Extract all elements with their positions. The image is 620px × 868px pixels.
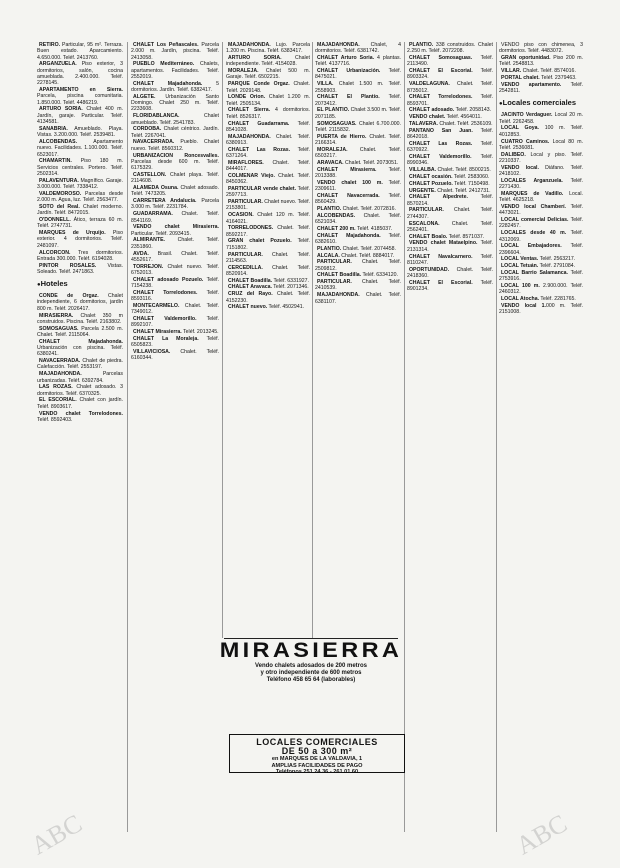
classified-ad: PARTICULAR. Chalet nuevo. Teléf. 2153801. <box>226 199 310 212</box>
classified-ad: CHALET Mirasierra. Teléf. 2013388. <box>315 166 401 179</box>
classified-ad: MONTECARMELO. Chalet. Teléf. 7349012. <box>131 302 219 316</box>
classified-ad: O'DONNELL. Ático, terraza 60 m. Teléf. 2747731. <box>37 217 123 230</box>
classified-ad: LOCAL Embajadores. Teléf. 2396604. <box>499 243 583 256</box>
classified-ad: CHALET Guadarrama. Teléf. 8541028. <box>226 120 310 133</box>
classified-ad: URBANIZACION Roncesvalles. Parcelas desde 600 m. Teléf. 6175329. <box>131 152 219 172</box>
classified-column-2 <box>131 42 219 832</box>
classified-ad: LOCAL Barrio Salamanca. Teléf. 2753916. <box>499 270 583 283</box>
classified-ad: CHALET nuevo. Teléf. 4502941. <box>228 304 305 311</box>
classified-ad: TORRELODONES. Chalet. Teléf. 8592217. <box>226 225 310 238</box>
column-divider <box>127 42 128 832</box>
classified-ad: ARAVACA. Chalet. Teléf. 2073051. <box>317 159 399 166</box>
classified-ad: CHALET Pozuelo. Teléf. 7150498. <box>409 180 490 187</box>
column-divider <box>496 42 497 832</box>
classified-ad: CHALET Majadahonda. Teléf. 6382610. <box>315 232 401 245</box>
classified-ad: PARTICULAR vende chalet. Teléf. 2597713. <box>226 186 310 199</box>
section-heading: ● Locales comerciales <box>499 98 583 109</box>
classified-ad: ALCOBENDAS. Chalet. Teléf. 6521034. <box>315 212 401 226</box>
classified-ad: CHALET Navacerrada. Teléf. 8560429. <box>315 192 401 206</box>
classified-ad: LOCAL Atocha. Teléf. 2281765. <box>501 296 576 303</box>
classified-ad: GUADARRAMA. Chalet. Teléf. 8541169. <box>131 211 219 224</box>
classified-ad: CHALET Somosaguas. Teléf. 2113490. <box>407 55 493 68</box>
classified-ad: LAS ROZAS. Chalet adosado. 3 dormitorios. Teléf. 6370325. <box>37 384 123 397</box>
classified-column-3 <box>226 42 310 632</box>
classified-ad: PUEBLO Mediterráneo. Chalets, apartamentos. Facilidades. Teléf. 2552019. <box>131 61 219 80</box>
classified-ad: VENDO chalet Mirasierra. Particular. Teléf. 2093415. <box>131 224 219 237</box>
classified-ad: FLORIDABLANCA. Chalet amueblado. Teléf. 2541783. <box>131 113 219 126</box>
advert-line: Vendo chalets adosados de 200 metros <box>254 663 368 669</box>
classified-ad: PARTICULAR. Chalet. Teléf. 2509812. <box>315 259 401 272</box>
classified-ad: PARQUE Conde Orgaz. Chalet. Teléf. 2029148. <box>226 81 310 94</box>
locales-advert-box <box>229 734 405 773</box>
classified-ad: APARTAMENTO en Sierra. Parcela, piscina comunitaria. 1.850.000. Teléf. 4486219. <box>37 87 123 106</box>
classified-ad: CHALET Majadahonda. 5 dormitorios. Jardín. Teléf. 6382417. <box>131 80 219 94</box>
classified-ad: VENDO apartamento. Teléf. 2542811. <box>499 81 583 95</box>
classified-ad: PORTAL chalet. Teléf. 2379463. <box>501 74 577 81</box>
classified-ad: MAJADAHONDA. Chalet, 4 dormitorios. Teléf. 6381742. <box>315 42 401 55</box>
classified-ad: CHALET adosado Pozuelo. Teléf. 7154238. <box>131 276 219 289</box>
classified-ad: CHALET Torrelodones. Teléf. 8593701. <box>407 94 493 107</box>
classified-ad: LOCAL Tetuán. Teléf. 2791084. <box>501 263 576 270</box>
classified-ad: ALCORCON. Tres dormitorios. Entrada 300.000. Teléf. 6194028. <box>37 249 123 262</box>
advert-title: LOCALES COMERCIALES <box>256 737 378 747</box>
abc-watermark: ABC <box>26 808 87 861</box>
classified-ad: OCASION. Chalet 120 m. Teléf. 4164021. <box>226 212 310 225</box>
classified-ad: CHALET Urbanización. Teléf. 8475021. <box>315 68 401 81</box>
classified-ad: OPORTUNIDAD. Chalet. Teléf. 2418360. <box>407 266 493 279</box>
classified-ad: ARTURO SORIA. Chalet independiente. Teléf. 4154028. <box>226 55 310 68</box>
classified-ad: NAVACERRADA. Pueblo. Chalet nuevo. Teléf. 8560312. <box>131 139 219 152</box>
classified-ad: PLANTIO. Chalet. Teléf. 2072816. <box>317 205 396 212</box>
classified-ad: DALIBEO. Local y piso. Teléf. 2210337. <box>499 151 583 164</box>
classified-ad: CHALET El Plantío. Teléf. 2073412. <box>315 94 401 107</box>
classified-ad: CHALET Las Rozas. Teléf. 6371264. <box>226 146 310 160</box>
classified-column-4 <box>315 42 401 632</box>
classified-ad: ALCALA. Chalet. Teléf. 8884017. <box>317 252 395 259</box>
classified-ad: ALMIRANTE. Chalet. Teléf. 2351860. <box>131 237 219 250</box>
section-heading: ● Hoteles <box>37 279 123 290</box>
classified-ad: PANTANO San Juan. Teléf. 8642018. <box>407 127 493 141</box>
classified-ad: CHALET Torrelodones. Teléf. 8593116. <box>131 289 219 303</box>
classified-ad: MORALEJA. Chalet 500 m. Garaje. Teléf. 6502215. <box>226 68 310 81</box>
advert-line: y otro independiente de 600 metros <box>260 670 362 676</box>
classified-ad: MIRASIERRA. Chalet 350 m construidos. Piscina. Teléf. 2163802. <box>37 312 123 325</box>
classified-ad: LOCALES Arganzuela. Teléf. 2271430. <box>499 177 583 191</box>
classified-column-1 <box>37 42 123 832</box>
classified-ad: VENDO chalet Torrelodones. Teléf. 8592403. <box>37 410 123 423</box>
classified-ad: VILLALBA. Chalet. Teléf. 8500215. <box>409 167 491 174</box>
classified-ad: LOCAL Goya. 100 m. Teléf. 4012853. <box>499 125 583 138</box>
classified-ad: LOCAL 100 m. 2.900.000. Teléf. 2460312. <box>499 283 583 296</box>
advert-line: AMPLIAS FACILIDADES DE PAGO <box>271 762 363 769</box>
classified-ad: TORREJON. Chalet nuevo. Teléf. 6752013. <box>131 263 219 276</box>
classified-ad: ALGETE. Urbanización Santo Domingo. Chalet 250 m. Teléf. 2233608. <box>131 93 219 113</box>
advert-subtitle: DE 50 a 300 m² <box>281 746 353 756</box>
column-divider <box>404 42 405 832</box>
classified-ad: VENDO local 1.000 m. Teléf. 2151008. <box>499 302 583 316</box>
classified-ad: PINTOR ROSALES. Vistas. Soleado. Teléf. 2471863. <box>37 262 123 275</box>
classified-ad: PARTICULAR. Chalet. Teléf. 2114563. <box>226 251 310 264</box>
classified-ad: MAJADAHONDA. Parcelas urbanizadas. Teléf. 6392784. <box>37 371 123 384</box>
classified-ad: RETIRO. Particular, 95 m². Terraza. Buen estado. Aparcamiento. 4.650.000. Teléf. 2413760. <box>37 42 123 61</box>
classified-ad: MAJADAHONDA. Chalet. Teléf. 6380913. <box>226 133 310 146</box>
classified-ad: VENDO piso con chimenea, 3 dormitorios. Teléf. 4483072. <box>499 42 583 55</box>
classified-ad: VILLA. Chalet 1.500 m. Teléf. 2558903. <box>315 81 401 94</box>
classified-ad: MIRAFLORES. Chalet. Teléf. 8444017. <box>226 159 310 173</box>
abc-watermark: ABC <box>511 808 572 861</box>
classified-ad: SOTO del Real. Chalet moderno. Jardín. Teléf. 8472015. <box>37 203 123 217</box>
classified-ad: MAJADAHONDA. Lujo. Parcela 1.200 m. Piscina. Teléf. 6383417. <box>226 42 310 55</box>
classified-ad: CHALET Boalo. Teléf. 8571037. <box>409 233 485 240</box>
classified-ad: PLANTIO. Chalet. Teléf. 2074458. <box>317 245 396 252</box>
classified-ad: VALDEMOROSO. Parcelas desde 2.000 m. Agua, luz. Teléf. 2563477. <box>37 190 123 204</box>
classified-ad: EL PLANTIO. Chalet 3.500 m. Teléf. 2071185. <box>315 107 401 120</box>
classified-ad: CHALET Aravaca. Teléf. 2071346. <box>228 284 309 291</box>
classified-ad: MARQUES de Vadillo. Local. Teléf. 4625218. <box>499 190 583 204</box>
classified-ad: LOCAL comercial Delicias. Teléf. 2282457. <box>499 217 583 230</box>
classified-ad: PLANTIO. 338 construidos. Chalet 2.250 m. Teléf. 2072208. <box>407 42 493 55</box>
classified-ad: VILLAR. Chalet. Teléf. 8574016. <box>501 68 576 75</box>
classified-ad: MARQUES de Urquijo. Piso exterior. 4 dormitorios. Teléf. 2481097. <box>37 230 123 249</box>
classified-ad: CHALET Boadilla. Teléf. 6334120. <box>317 272 398 279</box>
classified-ad: GRAN chalet Pozuelo. Teléf. 7151802. <box>226 238 310 251</box>
classified-ad: ALAMEDA Osuna. Chalet adosado. Teléf. 7473205. <box>131 185 219 198</box>
classified-ad: SOMOSAGUAS. Parcela 2.500 m. Chalet. Teléf. 2115064. <box>37 325 123 338</box>
classified-ad: CHALET El Escorial. Teléf. 8901234. <box>407 279 493 292</box>
classified-ad: ESCALONA. Chalet. Teléf. 2562401. <box>407 220 493 233</box>
advert-phone: Teléfono 458 65 64 (laborables) <box>266 677 356 683</box>
classified-ad: JACINTO Verdaguer. Local 20 m. Teléf. 2262458. <box>499 112 583 125</box>
classified-ad: ALCOBENDAS. Apartamento nuevo. Facilidades. 1.100.000. Teléf. 6523017. <box>37 138 123 158</box>
classified-ad: CHALET adosado. Teléf. 2058143. <box>409 107 492 114</box>
classified-ad: MAJADAHONDA. Chalet. Teléf. 6381107. <box>315 292 401 305</box>
classified-ad: ARGANZUELA. Piso exterior, 3 dormitorios, salón, cocina amueblada. 2.400.000. Teléf. 2278145. <box>37 61 123 87</box>
classified-ad: CHALET 200 m. Teléf. 4185037. <box>317 225 393 232</box>
classified-column-5 <box>407 42 493 832</box>
classified-ad: TALAVERA. Chalet. Teléf. 2536109. <box>409 121 493 128</box>
classified-ad: AVDA. Brasil. Chalet. Teléf. 4552617. <box>131 250 219 263</box>
classified-ad: VENDO chalet Mataelpino. Teléf. 2131314. <box>407 240 493 253</box>
classified-ad: CHAMARTIN. Piso 180 m. Servicios centrales. Portero. Teléf. 2502314. <box>37 158 123 177</box>
classified-ad: CHALET El Escorial. Teléf. 8903324. <box>407 68 493 81</box>
advert-title: MIRASIERRA <box>219 639 403 662</box>
classified-ad: CHALET Arturo Soria. 4 plantas. Teléf. 4137716. <box>315 55 401 68</box>
classified-ad: CHALET Alpedrete. Teléf. 8570214. <box>407 194 493 207</box>
classified-ad: SANABRIA. Amueblado. Playa. Vistas. 3.200.000. Teléf. 2539481. <box>37 125 123 139</box>
classified-ad: CHALET Las Rozas. Teléf. 6370922. <box>407 140 493 154</box>
column-divider <box>312 42 313 638</box>
classified-ad: PALAVENTURA. Magnífico. Garaje. 3.000.000. Teléf. 7338412. <box>37 177 123 191</box>
classified-ad: URGENTE. Chalet. Teléf. 2412731. <box>409 187 491 194</box>
classified-ad: VENDO chalet. Teléf. 4564011. <box>409 114 482 121</box>
classified-ad: CHALET Majadahonda. Urbanización con piscina. Teléf. 6380241. <box>37 338 123 358</box>
classified-ad: VILLAVICIOSA. Chalet. Teléf. 6160344. <box>131 348 219 362</box>
classified-ad: EL ESCORIAL. Chalet con jardín. Teléf. 8903617. <box>37 397 123 410</box>
classified-ad: CARRETERA Andalucía. Parcela 3.000 m. Teléf. 2231784. <box>131 198 219 211</box>
classified-ad: CHALET Sierra. 4 dormitorios. Teléf. 8526317. <box>226 107 310 120</box>
classified-ad: CHALET Mirasierra. Teléf. 2013245. <box>133 329 219 336</box>
classified-ad: CASTELLON. Chalet playa. Teléf. 2114608. <box>131 171 219 185</box>
classified-ad: VENDO local Chamberí. Teléf. 4473021. <box>499 204 583 217</box>
classified-ad: COLMENAR Viejo. Chalet. Teléf. 8450362. <box>226 172 310 186</box>
classified-ad: CHALET Valdemorillo. Teléf. 8990346. <box>407 154 493 167</box>
classified-ad: CHALET Valdemorillo. Teléf. 8992107. <box>131 315 219 329</box>
classified-ad: CONDE de Orgaz. Chalet independiente, 6 dormitorios, jardín 800 m. Teléf. 2026417. <box>37 293 123 312</box>
classified-ad: CHALET Boadilla. Teléf. 6331927. <box>228 277 309 284</box>
classified-ad: CERCEDILLA. Chalet. Teléf. 8520914. <box>226 264 310 277</box>
classified-ad: PARTICULAR. Chalet. Teléf. 2744307. <box>407 207 493 220</box>
advert-line: en MARQUES DE LA VALDAVIA, 1 <box>271 756 363 762</box>
classified-ad: PARTICULAR. Chalet. Teléf. 2410539. <box>315 279 401 292</box>
classified-ad: PUERTA de Hierro. Chalet. Teléf. 2166314. <box>315 133 401 146</box>
mirasierra-advert <box>219 638 403 683</box>
classified-ad: NAVACERRADA. Chalet de piedra. Calefacción. Teléf. 2553197. <box>37 358 123 371</box>
classified-ad: CORDOBA. Chalet céntrico. Jardín. Teléf. 2267041. <box>131 126 219 139</box>
classified-ad: LOCALES desde 40 m. Teléf. 4312069. <box>499 230 583 243</box>
classified-ad: GRAN oportunidad. Piso 200 m. Teléf. 2548813. <box>499 55 583 68</box>
classified-ad: CRUZ del Rayo. Chalet. Teléf. 4152230. <box>226 291 310 304</box>
classified-ad: MORALEJA. Chalet. Teléf. 6503217. <box>315 146 401 160</box>
classified-ad: CHALET ocasión. Teléf. 2583060. <box>409 173 490 180</box>
classified-ad: CHALET Navalcarnero. Teléf. 8110247. <box>407 253 493 266</box>
classified-ad: CHALET Los Peñascales. Parcela 2.000 m. Jardín, piscina. Teléf. 2413058. <box>131 42 219 61</box>
classified-ad: ARTURO SORIA. Chalet 400 m. Jardín, garaje. Particular. Teléf. 4134581. <box>37 106 123 126</box>
advert-phone: Teléfonos 251 24 36 - 261 01 60 <box>275 769 359 775</box>
classified-ad: VALDELAGUNA. Chalet. Teléf. 8735012. <box>407 81 493 94</box>
classified-ad: VENDO chalet 100 m. Teléf. 2309611. <box>315 179 401 193</box>
classified-ad: LOCAL Ventas. Teléf. 2563217. <box>501 256 576 263</box>
classified-ad: CHALET La Moraleja. Teléf. 6505823. <box>131 335 219 349</box>
classified-column-6 <box>499 42 583 832</box>
classified-ad: VENDO local. Diáfano. Teléf. 2418102. <box>499 164 583 178</box>
classified-ad: LONDE Orion. Chalet 1.200 m. Teléf. 2505134. <box>226 94 310 107</box>
classified-ad: SOMOSAGUAS. Chalet 6.700.000. Teléf. 2115832. <box>315 120 401 133</box>
column-divider <box>222 42 223 638</box>
classified-ad: CUATRO Caminos. Local 80 m. Teléf. 2536081. <box>499 138 583 151</box>
